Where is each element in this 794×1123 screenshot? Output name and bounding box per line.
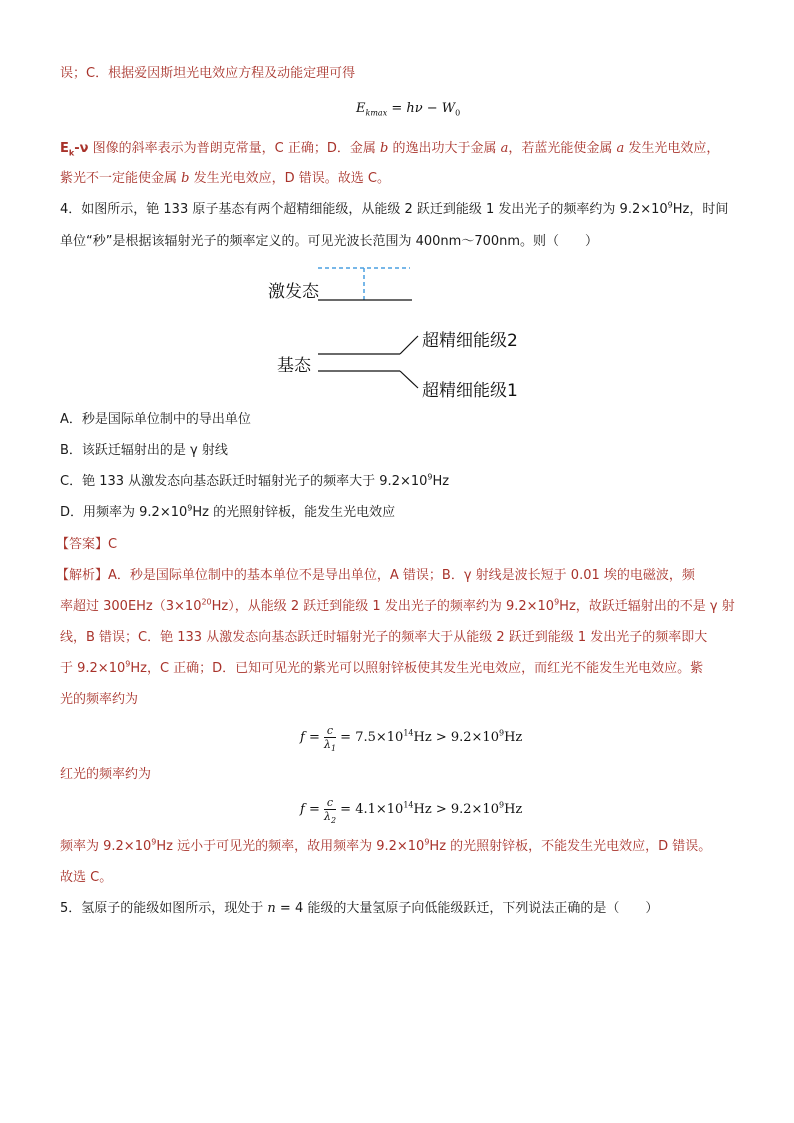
explanation-line: 频率为 $9.2\times 10^9Hz$ 远小于可见光的频率，故用频率为 $9.2\times 10^9Hz$ 的光照射锌板，不能发生光电效应，D 错误。 [60, 837, 712, 854]
equation-photoelectric: $E_{kmax} = h\nu - W_0$ [356, 101, 461, 118]
explanation-line: 误；C．根据爱因斯坦光电效应方程及动能定理可得 [60, 66, 356, 81]
excited-state-label: 激发态 [268, 282, 319, 302]
option-c: C．铯 133 从激发态向基态跃迁时辐射光子的频率大于 $9.2\times 10^9Hz$ [60, 472, 450, 489]
energy-level-diagram [250, 262, 550, 402]
question-5-stem: 5．氢原子的能级如图所示，现处于 n = 4 能级的大量氢原子向低能级跃迁，下列说法正确的是（ ） [60, 901, 659, 916]
answer-value: C [108, 537, 118, 552]
option-a: A．秒是国际单位制中的导出单位 [60, 412, 251, 427]
option-d: D．用频率为 $9.2\times 10^9Hz$ 的光照射锌板，能发生光电效应 [60, 503, 396, 520]
explanation-line: 故选 C。 [60, 870, 113, 885]
fraction: $\frac{c}{\lambda_1}$ [323, 724, 337, 754]
answer-line [56, 535, 117, 555]
explanation-line: 率超过 $300EHz(3\times 10^{20}Hz)$，从能级 2 跃迁到能级 1 发出光子的频率约为 $9.2\times 10^9Hz$，故跃迁辐射出的不是 γ 射 [60, 597, 735, 614]
level-2-leader [400, 336, 418, 354]
explanation-line: 紫光不一定能使金属 b 发生光电效应，D 错误。故选 C。 [60, 171, 390, 186]
hyperfine-level-1-label: 超精细能级1 [422, 381, 518, 401]
equation-violet-frequency: f = $\frac{c}{\lambda_1}$ = $7.5\times 10^{14}Hz > 9.2\times 10^9Hz$ [300, 724, 523, 754]
option-b: B．该跃迁辐射出的是 γ 射线 [60, 443, 228, 458]
explanation-line: 光的频率约为 [60, 692, 139, 707]
ground-state-label: 基态 [277, 356, 311, 376]
equation-red-frequency: f = $\frac{c}{\lambda_2}$ = $4.1\times 10^{14}Hz > 9.2\times 10^9Hz$ [300, 796, 523, 826]
level-1-leader [400, 371, 418, 388]
hyperfine-level-2-label: 超精细能级2 [422, 331, 518, 351]
explanation-line: $E_k-\nu$ 图像的斜率表示为普朗克常量，C 正确；D．金属 b 的逸出功大于金属 a，若蓝光能使金属 a 发生光电效应， [60, 141, 720, 158]
question-4-stem: 4．如图所示，铯 133 原子基态有两个超精细能级，从能级 2 跃迁到能级 1 发出光子的频率约为 $9.2\times 10^9Hz$，时间 [60, 200, 729, 217]
explanation-tag: 【解析】 [56, 568, 109, 583]
explanation-line: 于 $9.2\times 10^9Hz$，C 正确；D．已知可见光的紫光可以照射锌板使其发生光电效应，而红光不能发生光电效应。紫 [60, 659, 704, 676]
explanation-line: 【解析】A．秒是国际单位制中的基本单位不是导出单位，A 错误；B．γ 射线是波长短于 0.01 埃的电磁波，频 [56, 568, 695, 583]
explanation-line: 线，B 错误；C．铯 133 从激发态向基态跃迁时辐射光子的频率大于从能级 2 跃迁到能级 1 发出光子的频率即大 [60, 630, 708, 645]
fraction: $\frac{c}{\lambda_2}$ [323, 796, 337, 826]
answer-tag: 【答案】 [56, 537, 109, 552]
explanation-line: 红光的频率约为 [60, 767, 152, 782]
question-4-stem: 单位“秒”是根据该辐射光子的频率定义的。可见光波长范围为 400nm～700nm。则（ ） [60, 234, 599, 249]
